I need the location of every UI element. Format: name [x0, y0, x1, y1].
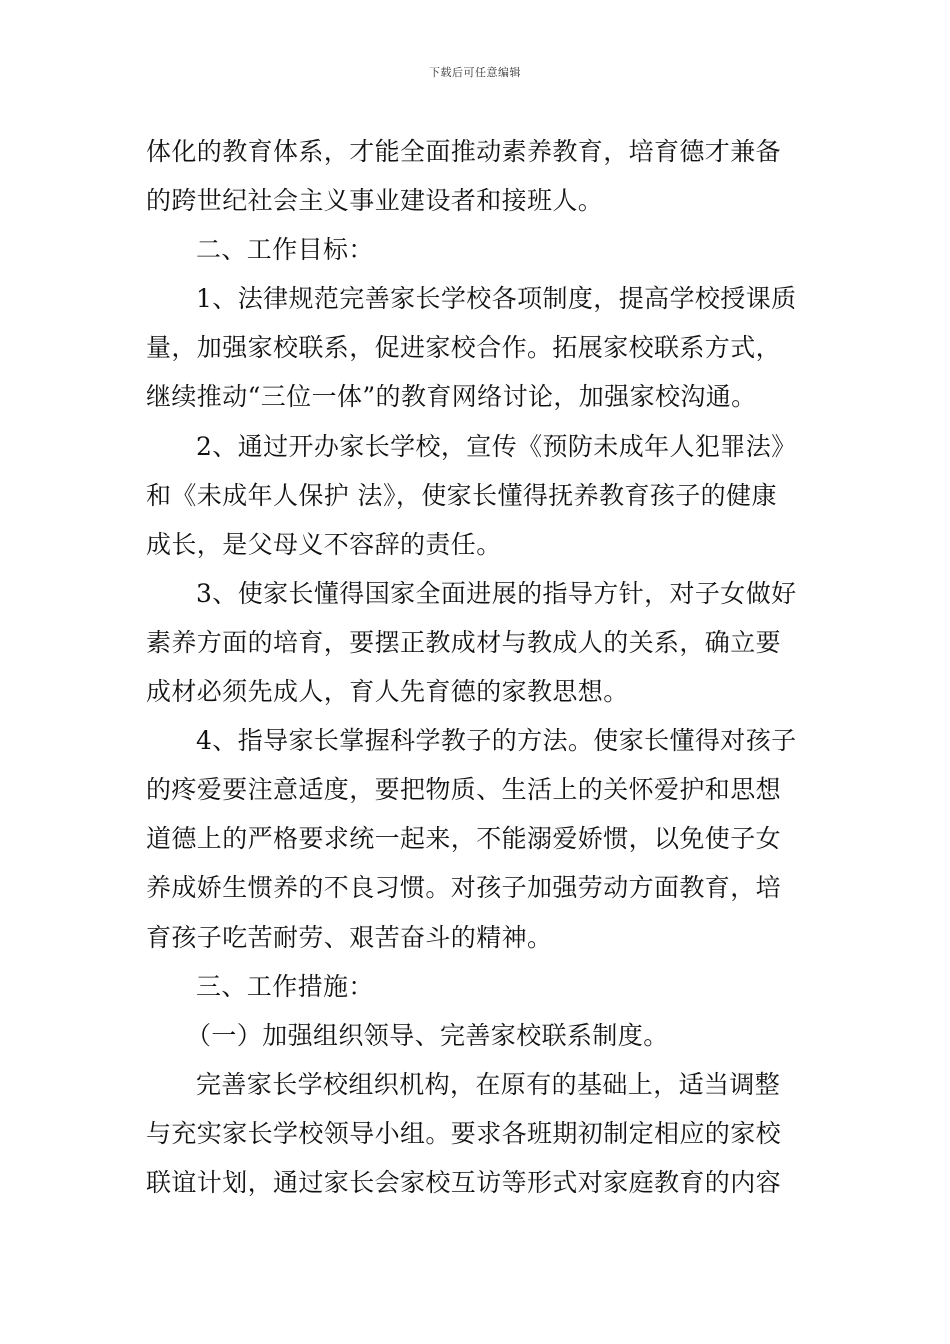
text-line: 联谊计划，通过家长会家校互访等形式对家庭教育的内容	[146, 1167, 782, 1197]
text-line: 道德上的严格要求统一起来，不能溺爱娇惯，以免使子女	[146, 824, 782, 854]
document-body	[146, 127, 806, 1207]
text-line: 的疼爱要注意适度，要把物质、生活上的关怀爱护和思想	[146, 775, 782, 805]
text-line: 量，加强家校联系，促进家校合作。拓展家校联系方式，	[146, 333, 782, 363]
text-line: 1、法律规范完善家长学校各项制度，提高学校授课质	[196, 284, 797, 314]
text-line: 与充实家长学校领导小组。要求各班期初制定相应的家校	[146, 1118, 782, 1148]
text-line: 成长，是父母义不容辞的责任。	[146, 529, 502, 559]
subsection-heading: （一）加强组织领导、完善家校联系制度。	[186, 1020, 669, 1050]
text-line: 继续推动“三位一体”的教育网络讨论，加强家校沟通。	[146, 382, 757, 412]
text-line: 3、使家长懂得国家全面进展的指导方针，对子女做好	[196, 578, 797, 608]
text-line: 养成娇生惯养的不良习惯。对孩子加强劳动方面教育，培	[146, 873, 782, 903]
text-line: 4、指导家长掌握科学教子的方法。使家长懂得对孩子	[196, 726, 797, 756]
section-heading: 二、工作目标：	[196, 235, 374, 265]
text-line: 体化的教育体系，才能全面推动素养教育，培育德才兼备	[146, 137, 782, 166]
text-line: 育孩子吃苦耐劳、艰苦奋斗的精神。	[146, 922, 553, 952]
text-line: 和《未成年人保护 法》，使家长懂得抚养教育孩子的健康	[146, 480, 777, 510]
text-line: 完善家长学校组织机构，在原有的基础上，适当调整	[196, 1069, 781, 1099]
text-line: 素养方面的培育，要摆正教成材与教成人的关系，确立要	[146, 627, 782, 657]
text-line: 2、通过开办家长学校，宣传《预防未成年人犯罪法》	[196, 431, 797, 461]
page-header: 下载后可任意编辑	[429, 66, 521, 79]
section-heading: 三、工作措施：	[196, 971, 374, 1001]
text-line: 的跨世纪社会主义事业建设者和接班人。	[146, 186, 604, 216]
text-line: 成材必须先成人，育人先育德的家教思想。	[146, 677, 629, 707]
